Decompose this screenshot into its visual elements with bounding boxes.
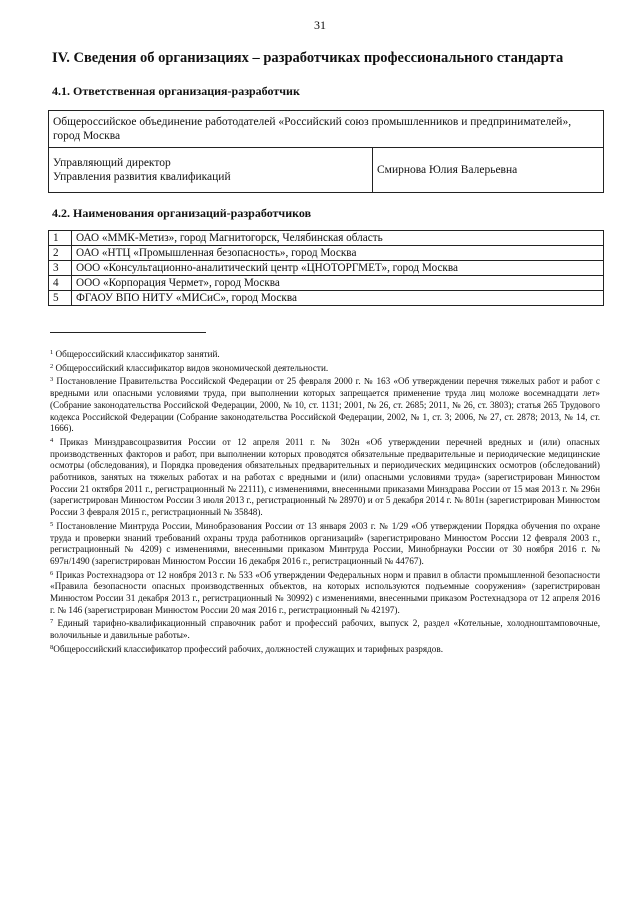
footnote-text: Постановление Минтруда России, Минобразования России от 13 января 2003 г. № 1/29 «Об утверждении Порядка обучения по охране труда и проверки знаний требований охраны труда работников организаций» (зарегистрировано Минюстом России 12 февраля 2003 г., регистрационный № 4209) с изменениями, внесенными приказом Минтруда России, Минобрнауки России от 30 ноября 2016 г. № 697н/1490 (зарегистрирован Минюстом России 16 декабря 2016 г., регистрационный № 44767). [50,520,601,566]
footnote-text: Общероссийский классификатор профессий рабочих, должностей служащих и тарифных разрядов. [53,643,444,654]
footnote-text: Общероссийский классификатор занятий. [55,349,220,359]
developers-table [48,230,604,306]
footnote-mark: 6 [50,569,54,577]
footnote-mark: 1 [50,349,54,356]
footnote [50,568,600,617]
footnote [50,519,600,568]
developer-name: ООО «Консультационно-аналитический центр «ЦНОТОРГМЕТ», город Москва [72,261,604,276]
responsible-person-name: Смирнова Юлия Валерьевна [373,148,604,193]
responsible-org-row [49,111,604,148]
footnote-mark: 4 [50,436,54,444]
footnote-mark: 2 [50,362,54,370]
footnote-mark: 3 [50,376,54,384]
footnotes [50,347,600,656]
table-row [49,276,604,291]
responsible-org-name: Общероссийское объединение работодателей «Российский союз промышленников и предпринимателей», город Москва [49,111,604,148]
footnote [50,361,600,375]
footnote-text: Общероссийский классификатор видов экономической деятельности. [55,362,329,373]
table-row [49,261,604,276]
row-number: 3 [49,261,72,276]
row-number: 1 [49,231,72,246]
footnote-text: Единый тарифно-квалификационный справочник работ и профессий рабочих, выпуск 2, раздел «Котельные, холодноштамповочные, волочильные и давильные работы». [50,618,600,641]
developers-title: 4.2. Наименования организаций-разработчиков [52,206,312,220]
footnote [50,435,600,519]
developer-name: ОАО «НТЦ «Промышленная безопасность», город Москва [72,246,604,261]
responsible-org-title: 4.1. Ответственная организация-разработчик [52,84,300,98]
row-number: 4 [49,276,72,291]
footnote-mark: 7 [50,618,54,626]
footnote-text: Приказ Минздравсоцразвития России от 12 апреля 2011 г. № 302н «Об утверждении перечней вредных и (или) опасных производственных факторов и работ, при выполнении которых проводятся обязательные предварительные и периодические медицинские осмотры (обследования), и Порядка проведения обязательных предварительных и периодических медицинских осмотров (обследований) работников, занятых на тяжелых работах и на работах с вредными и (или) опасными условиями труда» (зарегистрирован Минюстом России 21 октября 2011 г., регистрационный № 22111), с изменениями, внесенными приказами Минздрава России от 15 мая 2013 г. № 296н (зарегистрирован Минюстом России 3 июля 2013 г., регистрационный № 28970) и от 5 декабря 2014 г. № 801н (зарегистрирован Минюстом России 3 февраля 2015 г., регистрационный № 35848). [50,436,600,518]
position-line-1: Управляющий директор [53,157,171,169]
table-row [49,246,604,261]
responsible-position [49,148,373,193]
responsible-person-row [49,148,604,193]
table-row [49,291,604,306]
row-number: 2 [49,246,72,261]
developer-name: ООО «Корпорация Чермет», город Москва [72,276,604,291]
position-line-2: Управления развития квалификаций [53,171,231,183]
footnote [50,642,600,656]
table-row [49,231,604,246]
footnote [50,374,600,435]
responsible-org-table [48,110,604,193]
footnote [50,616,600,641]
developer-name: ФГАОУ ВПО НИТУ «МИСиС», город Москва [72,291,604,306]
footnote-text: Постановление Правительства Российской Федерации от 25 февраля 2000 г. № 163 «Об утверждении перечня тяжелых работ и работ с вредными или опасными условиями труда, при выполнении которых запрещается применение труда лиц моложе восемнадцати лет» (Собрание законодательства Российской Федерации, 2000, № 10, ст. 1131; 2001, № 26, ст. 2685; 2011, № 26, ст. 3803); статья 265 Трудового кодекса Российской Федерации (Собрание законодательства Российской Федерации, 2002, № 1, ст. 3; 2006, № 27, ст. 2878; 2013, № 14, ст. 1666). [50,376,600,434]
row-number: 5 [49,291,72,306]
footnote [50,347,600,361]
footnote-mark: 5 [50,520,54,528]
footnote-separator [50,332,206,333]
developer-name: ОАО «ММК-Метиз», город Магнитогорск, Челябинская область [72,231,604,246]
footnote-text: Приказ Ростехнадзора от 12 ноября 2013 г. № 533 «Об утверждении Федеральных норм и правил в области промышленной безопасности «Правила безопасности опасных производственных объектов, на которых используются подъемные сооружения» (зарегистрирован Минюстом России 31 декабря 2013 г., регистрационный № 30992) с изменениями, внесенными приказом Ростехнадзора от 12 апреля 2016 г. № 146 (зарегистрирован Минюстом России 20 мая 2016 г., регистрационный № 42197). [50,569,600,615]
footnote-mark: 8 [50,643,54,651]
page-number: 31 [314,18,326,32]
section-title: IV. Сведения об организациях – разработчиках профессионального стандарта [52,50,564,66]
